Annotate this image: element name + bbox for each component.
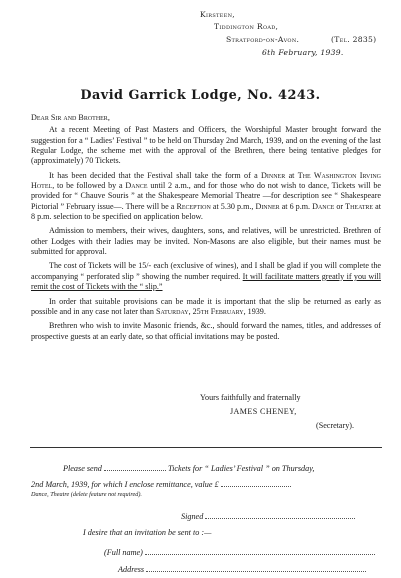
paragraph-deadline: In order that suitable provisions can be made it is important that the slip be returned as early as possible and in any case not later than Saturday, 25th February, 1939. bbox=[31, 296, 381, 316]
slip-please-send: Please send Tickets for “ Ladies’ Festival ” on Thursday, bbox=[63, 464, 315, 473]
slip-delete-note: Dance, Theatre (delete feature not required). bbox=[31, 491, 142, 498]
slip-address: Address bbox=[118, 563, 366, 574]
slip-full-name: (Full name) bbox=[104, 546, 375, 557]
salutation: Dear Sir and Brother, bbox=[31, 113, 110, 122]
guest-name-field[interactable] bbox=[145, 546, 375, 555]
paragraph-ticket-cost: The cost of Tickets will be 15/- each (exclusive of wines), and I shall be glad if you will complete the accompanying “ perforated slip ” showing the number required. It will facilitate matters greatly if you will remit the cost of Tickets with the “ slip.” bbox=[31, 261, 381, 292]
closing-phrase: Yours faithfully and fraternally bbox=[200, 393, 301, 402]
paragraph-admission: Admission to members, their wives, daughters, sons, and relatives, will be unrestricted. Brethren of other Lodges with their ladies may be invited. Non-Masons are also eligible, but their names must be submitted for approval. bbox=[31, 226, 381, 256]
slip-invite-request: I desire that an invitation be sent to :— bbox=[83, 528, 212, 537]
remittance-note: It will facilitate matters greatly if you will remit the cost of Tickets with the “ slip.” bbox=[31, 271, 381, 292]
perforation-line bbox=[30, 447, 382, 448]
address-house: Kirsteen, bbox=[200, 10, 235, 19]
lodge-heading: David Garrick Lodge, No. 4243. bbox=[80, 88, 321, 103]
address-town: Stratford-on-Avon. bbox=[226, 35, 300, 44]
address-telephone: (Tel. 2835) bbox=[331, 35, 377, 44]
paragraph-invitations: Brethren who wish to invite Masonic friends, &c., should forward the names, titles, and addresses of prospective guests at an early date, so that official invitations may be posted. bbox=[31, 321, 381, 341]
letter-body bbox=[31, 113, 381, 346]
ticket-count-field[interactable] bbox=[104, 462, 166, 471]
signature-field[interactable] bbox=[205, 510, 355, 519]
signatory-title: (Secretary). bbox=[316, 421, 354, 430]
slip-remittance-line: 2nd March, 1939, for which I enclose remittance, value £ bbox=[31, 478, 291, 489]
remittance-value-field[interactable] bbox=[221, 478, 291, 487]
paragraph-festival-details: It has been decided that the Festival shall take the form of a Dinner at The Washington Irving Hotel, to be followed by a Dance until 2 a.m., and for those who do not wish to dance, Tickets will be provided for “ Chauve Souris ” at the Shakespeare Memorial Theatre —for description see “ Shakespeare Pictorial ” February issue—. There will be a Reception at 5.30 p.m., Dinner at 6 p.m. Dance or Theatre at 8 p.m. selection to be specified on application below. bbox=[31, 170, 382, 221]
signatory-name: JAMES CHENEY, bbox=[230, 407, 297, 416]
paragraph-meeting: At a recent Meeting of Past Masters and Officers, the Worshipful Master brought forward the suggestion for a “ Ladies’ Festival ” to be held on Thursday 2nd March, 1939, and on the evening of the last Regular Lodge, the scheme met with the approval of the Brethren, there being tentative pledges for (approximately) 70 Tickets. bbox=[31, 125, 381, 166]
slip-signed: Signed bbox=[181, 510, 355, 521]
address-road: Tiddington Road, bbox=[214, 22, 279, 31]
guest-address-field[interactable] bbox=[146, 563, 366, 572]
letter-date: 6th February, 1939. bbox=[262, 48, 344, 57]
